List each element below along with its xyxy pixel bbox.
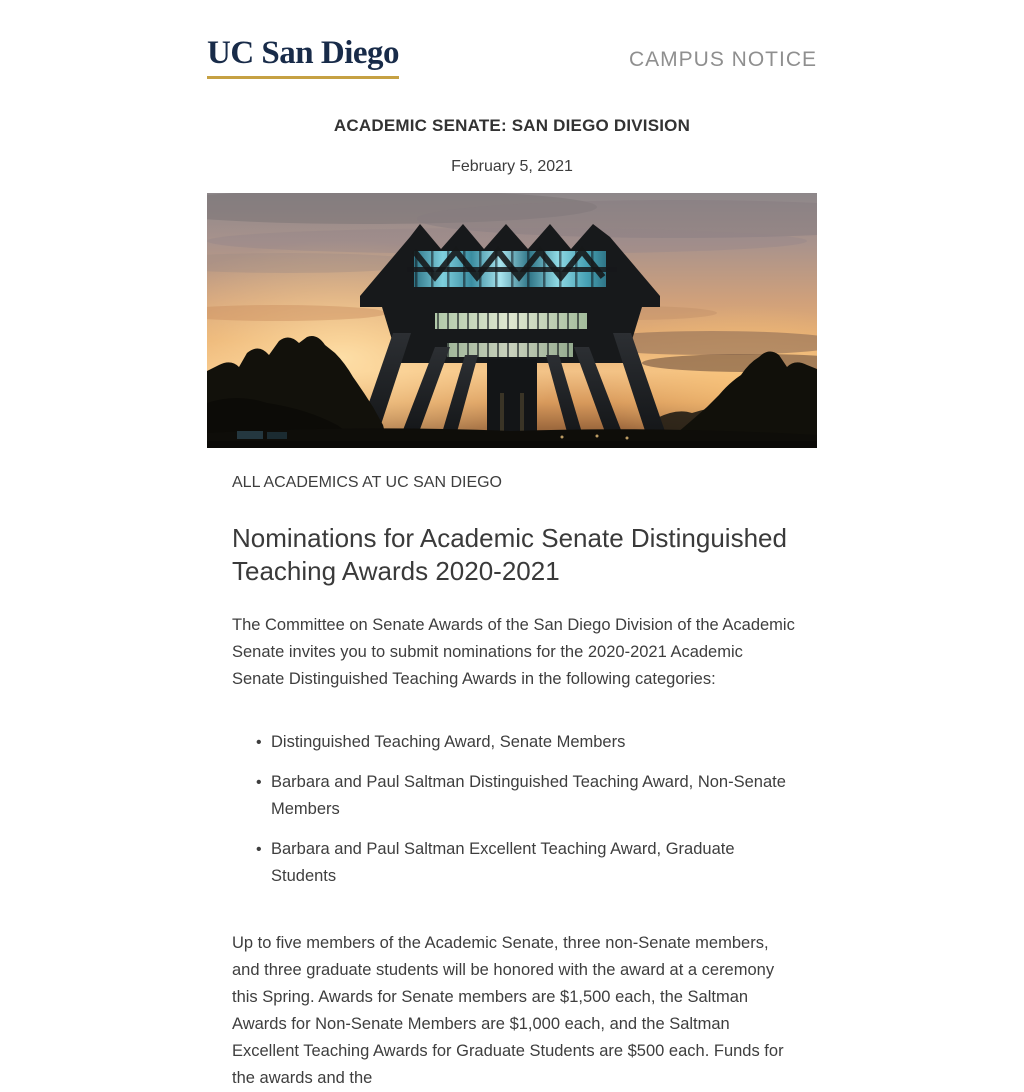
geisel-library-photo bbox=[207, 193, 817, 448]
bullet-icon: • bbox=[256, 840, 262, 858]
details-paragraph: Up to five members of the Academic Senate, three non-Senate members, and three graduate students will be honored with the award at a ceremony this Spring. Awards for Senate members are $1,500 each, the Saltman Awards for Non-Senate Members are $1,000 each, and the Saltman Excellent Teaching Awards for Graduate Students are $500 each. Funds for the awards and the bbox=[232, 933, 784, 1087]
award-category-label: Barbara and Paul Saltman Excellent Teaching Award, Graduate Students bbox=[271, 839, 735, 885]
award-category-label: Distinguished Teaching Award, Senate Members bbox=[271, 732, 626, 751]
notice-date: February 5, 2021 bbox=[451, 157, 573, 175]
intro-paragraph: The Committee on Senate Awards of the San Diego Division of the Academic Senate invites you to submit nominations for the 2020-2021 Academic Senate Distinguished Teaching Awards in the following categories: bbox=[232, 615, 795, 688]
ucsd-logo: UC San Diego bbox=[207, 36, 399, 79]
audience-line: ALL ACADEMICS AT UC SAN DIEGO bbox=[232, 473, 502, 491]
bullet-icon: • bbox=[256, 773, 262, 791]
campus-notice-label: CAMPUS NOTICE bbox=[628, 47, 817, 71]
award-category-item bbox=[256, 836, 797, 890]
division-title: ACADEMIC SENATE: SAN DIEGO DIVISION bbox=[333, 115, 691, 135]
campus-notice-page bbox=[207, 0, 817, 1092]
award-category-list bbox=[232, 729, 797, 890]
award-category-item bbox=[256, 729, 797, 756]
award-category-item bbox=[256, 769, 797, 823]
article-body bbox=[232, 474, 797, 1092]
notice-header bbox=[207, 0, 817, 79]
award-category-label: Barbara and Paul Saltman Distinguished Teaching Award, Non-Senate Members bbox=[271, 772, 786, 818]
article-title: Nominations for Academic Senate Distinguished Teaching Awards 2020-2021 bbox=[232, 522, 787, 586]
geisel-library-illustration bbox=[207, 193, 817, 448]
bullet-icon: • bbox=[256, 733, 262, 751]
